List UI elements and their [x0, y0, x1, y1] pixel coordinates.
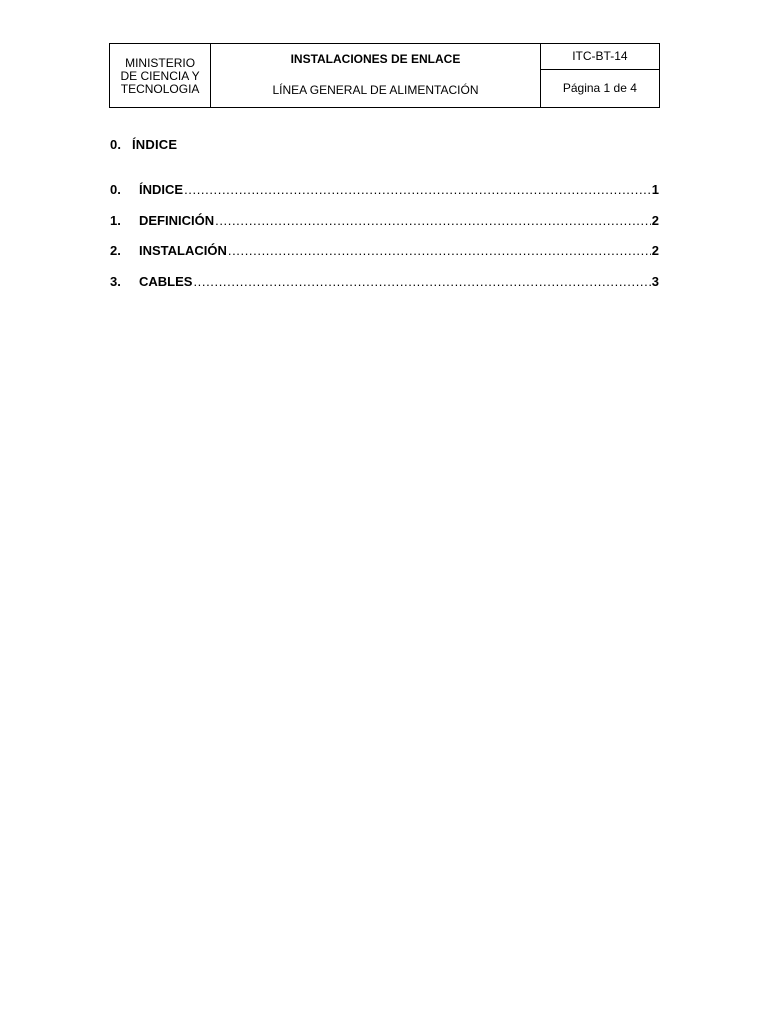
- toc-entry[interactable]: [110, 182, 659, 213]
- toc-dot-leader: [193, 274, 650, 289]
- toc-entry-number: 1.: [110, 212, 121, 228]
- toc-entry-number: 0.: [110, 182, 121, 197]
- toc-entry-page: 2: [651, 243, 659, 258]
- toc-entry-label: CABLES: [139, 273, 193, 289]
- toc-entry-label: ÍNDICE: [139, 182, 184, 197]
- toc-entry[interactable]: [110, 213, 659, 244]
- toc-entry-number: 2.: [110, 243, 121, 258]
- toc-entry-page: 2: [651, 212, 659, 228]
- toc-dot-leader: [184, 182, 651, 197]
- toc-entry[interactable]: [110, 243, 659, 274]
- section-heading: [110, 137, 177, 152]
- section-title: ÍNDICE: [132, 137, 178, 152]
- organization-line: DE CIENCIA Y: [120, 69, 200, 83]
- toc-dot-leader: [215, 213, 651, 228]
- document-title: INSTALACIONES DE ENLACE: [290, 52, 461, 66]
- toc-entry-label: INSTALACIÓN: [139, 243, 227, 258]
- document-subtitle: LÍNEA GENERAL DE ALIMENTACIÓN: [272, 83, 479, 97]
- document-title-cell: [211, 44, 541, 108]
- toc-entry-number: 3.: [110, 273, 121, 289]
- toc-entry-page: 3: [651, 273, 659, 289]
- toc-dot-leader: [228, 243, 651, 258]
- toc-entry-page: 1: [651, 182, 659, 197]
- section-number: 0.: [110, 137, 122, 152]
- toc-entry-label: DEFINICIÓN: [139, 212, 215, 228]
- document-code: ITC-BT-14: [540, 44, 659, 70]
- organization-line: TECNOLOGIA: [120, 82, 200, 96]
- table-of-contents: [110, 182, 659, 304]
- document-header: [109, 43, 660, 108]
- organization-line: MINISTERIO: [125, 56, 196, 70]
- page-indicator: Página 1 de 4: [540, 70, 659, 108]
- toc-entry[interactable]: [110, 274, 659, 305]
- organization-name: [110, 44, 211, 108]
